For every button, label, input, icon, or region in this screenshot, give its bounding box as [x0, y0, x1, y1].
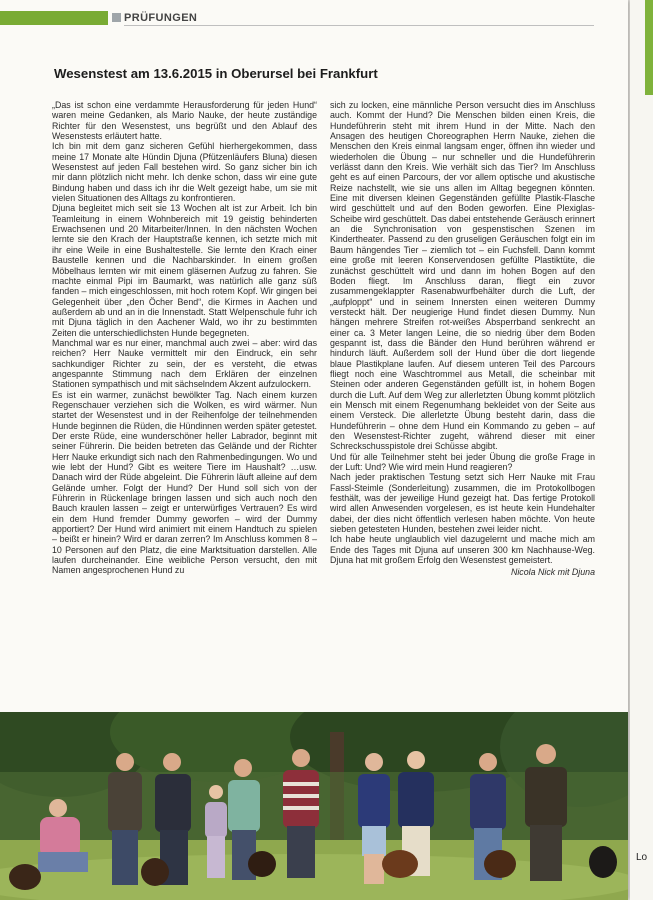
paragraph: „Das ist schon eine verdammte Herausforderung für jeden Hund“ waren meine Gedanken, als Mario Nauke, der heute zuständige Richter für den Wesenstest, uns begrüßt und den Ablauf des Wesenstests erläutert hatte.	[52, 100, 317, 142]
section-marker-square	[112, 13, 121, 22]
article-column-left	[52, 100, 317, 700]
adjacent-page-edge	[630, 0, 653, 900]
article-title: Wesenstest am 13.6.2015 in Oberursel bei Frankfurt	[54, 66, 378, 81]
dog-figure	[141, 858, 169, 886]
adjacent-page-green-edge	[645, 0, 653, 95]
dog-figure	[382, 850, 418, 878]
header-rule	[124, 25, 594, 26]
person-figure	[108, 753, 142, 885]
dog-figure	[589, 846, 617, 878]
section-label: PRÜFUNGEN	[124, 12, 198, 24]
paragraph: sich zu locken, eine männliche Person versucht dies im Anschluss auch. Kommt der Hund? Die Menschen bilden einen Kreis, die Hundeführerin steht mit ihrem Hund in der Mitte. Nach den Ansagen des heutigen Choreographen Herrn Nauke, ziehen die Menschen den Kreis einmal langsam enger, öffnen ihn wieder und wiederholen die Übung – nur schneller und die Hundeführerin verlässt dann den Kreis. Wie verhält sich das Tier? Im Anschluss geht es auf einen Parcours, der vor allem optische und akustische Reize nachstellt, wie sie uns allen im Alltag begegnen könnten. Eine mit diversen kleinen Gegenständen gefüllte Plastik-Flasche wird geschüttelt und auf den Boden geworfen. Eine Plexiglas-Scheibe wird geschüttelt. Das dabei entstehende Geräusch erinnert an die Synchronisation von gespenstischen Szenen im Kindertheater. Passend zu den gruseligen Geräuschen folgt ein im Baum hängendes Tier – ziemlich tot – ein Fuchsfell. Dann kommt eine große mit leeren Konservendosen gefüllte Plastiktüte, die zunächst geschüttelt wird und dann im hohen Bogen auf den Boden fliegt. Im Anschluss daran, fliegt ein zuvor zusammengeklappter Rasenabwurfbehälter durch die Luft, der „aufploppt“ und in seinem Innersten einen weiteren Dummy versteckt hält. Der neugierige Hund findet diesen Dummy. Nun hängen mehrere Streifen rot-weißes Absperrband senkrecht an einer ca. 3 Meter langen Leine, die so niedrig über dem Boden gespannt ist, dass die Bänder den Hund berühren während er hindurch läuft. Außerdem soll der Hund über die dort liegende blaue Plastikplane laufen. Auf diesem unteren Teil des Parcours fliegt noch eine Waschtrommel aus Metall, die scheinbar mit Steinen oder anderen Gegenständen gefüllt ist, in hohem Bogen durch die Luft. Auf dem Weg zur allerletzten Übung kommt plötzlich ein Mensch mit einem Regenumhang bekleidet von der Seite aus einem Versteck. Die allerletzte Übung besteht darin, dass die Hundeführerin – ohne dem Hund ein Kommando zu geben – auf den Wesenstest-Richter zugeht, während dieser mit einer Schreckschusspistole drei Schüsse abgibt.	[330, 100, 595, 452]
paragraph: Und für alle Teilnehmer steht bei jeder Übung die große Frage in der Luft: Und? Wie wird mein Hund reagieren?	[330, 451, 595, 473]
paragraph: Ich bin mit dem ganz sicheren Gefühl hierhergekommen, dass meine 17 Monate alte Hündin Djuna (Pfützenläufers Bluna) diesen Wesenstest auf jeden Fall bestehen wird. So ganz sicher bin ich mir dann plötzlich nicht mehr. Ich denke schon, dass wir eine gute Bindung haben und dass ich ihr die Welt gezeigt habe, um sie mit vielen Situationen des Alltags zu konfrontieren.	[52, 141, 317, 204]
dog-figure	[248, 851, 276, 877]
dog-figure	[484, 850, 516, 878]
paragraph: Es ist ein warmer, zunächst bewölkter Tag. Nach einem kurzen Regenschauer verziehen sich die Wolken, es wird wärmer. Nun startet der Wesenstest und in der Reihenfolge der teilnehmenden Hunde beginnen die Rüden, die Hündinnen werden später getestet. Der erste Rüde, eine wunderschöner heller Labrador, beginnt mit seiner Führerin. Die beiden betreten das Gelände und der Richter Herr Nauke erkundigt sich nach den Rahmenbedingungen. Wo und wie lebt der Hund? Gibt es weitere Tiere im Haushalt? …usw. Danach wird der Rüde abgeleint. Die Führerin läuft alleine auf dem Gelände umher. Folgt der Hund? Der Hund soll sich von der Führerin in Rückenlage bringen lassen und sich auch noch den Bauch kraulen lassen – zeigt er unterwürfiges Vertrauen? Es wird ein dem Hund fremder Dummy geworfen – wird der Dummy apportiert? Der Hund wird animiert mit einem Handtuch zu spielen – beißt er hinein? Wird er daran zerren? Im Anschluss kommen 8 – 10 Personen auf den Platz, die eine Marktsituation darstellen. Alle laufen durcheinander. Eine weibliche Person versucht, den mit Namen angesprochenen Hund zu	[52, 389, 317, 576]
group-photo-illustration	[0, 712, 628, 900]
adjacent-page-text-fragment: Lo	[636, 852, 648, 863]
dog-figure	[9, 864, 41, 890]
paragraph: Ich habe heute unglaublich viel dazugelernt und mache mich am Ende des Tages mit Djuna auf unseren 300 km Nachhause-Weg. Djuna hat mit großem Erfolg den Wesenstest gemeistert.	[330, 534, 595, 566]
paragraph: Nach jeder praktischen Testung setzt sich Herr Nauke mit Frau Fassl-Steimle (Sonderleitung) zusammen, die im Protokollbogen festhält, was der jeweilige Hund gezeigt hat. Das fertige Protokoll wird allen Anwesenden vorgelesen, es ist heute kein Hundehalter dabei, der dies nicht öffentlich verlesen haben möchte. Von heute sieben getesteten Hunden, bestehen zwei leider nicht.	[330, 472, 595, 535]
section-color-bar	[0, 11, 108, 25]
paragraph: Manchmal war es nur einer, manchmal auch zwei – aber: wird das reichen? Herr Nauke vermittelt mir den Eindruck, ein sehr sachkundiger Richter zu sein, der es versteht, die etwas angespannte Stimmung nach dem Erklären der einzelnen Stationen sympathisch und mit sächselndem Akzent aufzulockern.	[52, 337, 317, 390]
group-photo	[0, 712, 628, 900]
article-column-right	[330, 100, 595, 700]
author-byline: Nicola Nick mit Djuna	[510, 567, 595, 578]
paragraph: Djuna begleitet mich seit sie 13 Wochen alt ist zur Arbeit. Ich bin Teamleitung in einem Wohnbereich mit 19 geistig behinderten Erwachsenen und 20 Mitarbeiter/Innen. In den nächsten Wochen lernte sie den Krach der Hauptstraße kennen, ich setzte mich mit ihr eine Weile in eine Bushaltestelle. Sie lernte den Krach einer Baustelle kennen und die Nachbarskinder. In einem großen Möbelhaus lernten wir mit einem gläsernen Aufzug zu fahren. Sie machte einmal Pipi im Baumarkt, was natürlich alle ganz süß fanden – mich eingeschlossen, mit hoch rotem Kopf. Wir gingen bei Gelegenheit über „den Öcher Bend“, die Kirmes in Aachen und außerdem ab und an in die Innenstadt. Statt Welpenschule fuhr ich mit Djuna täglich in den Aachener Wald, wo ihr zu bestimmten Zeiten die unterschiedlichsten Hunde begegneten.	[52, 203, 317, 338]
